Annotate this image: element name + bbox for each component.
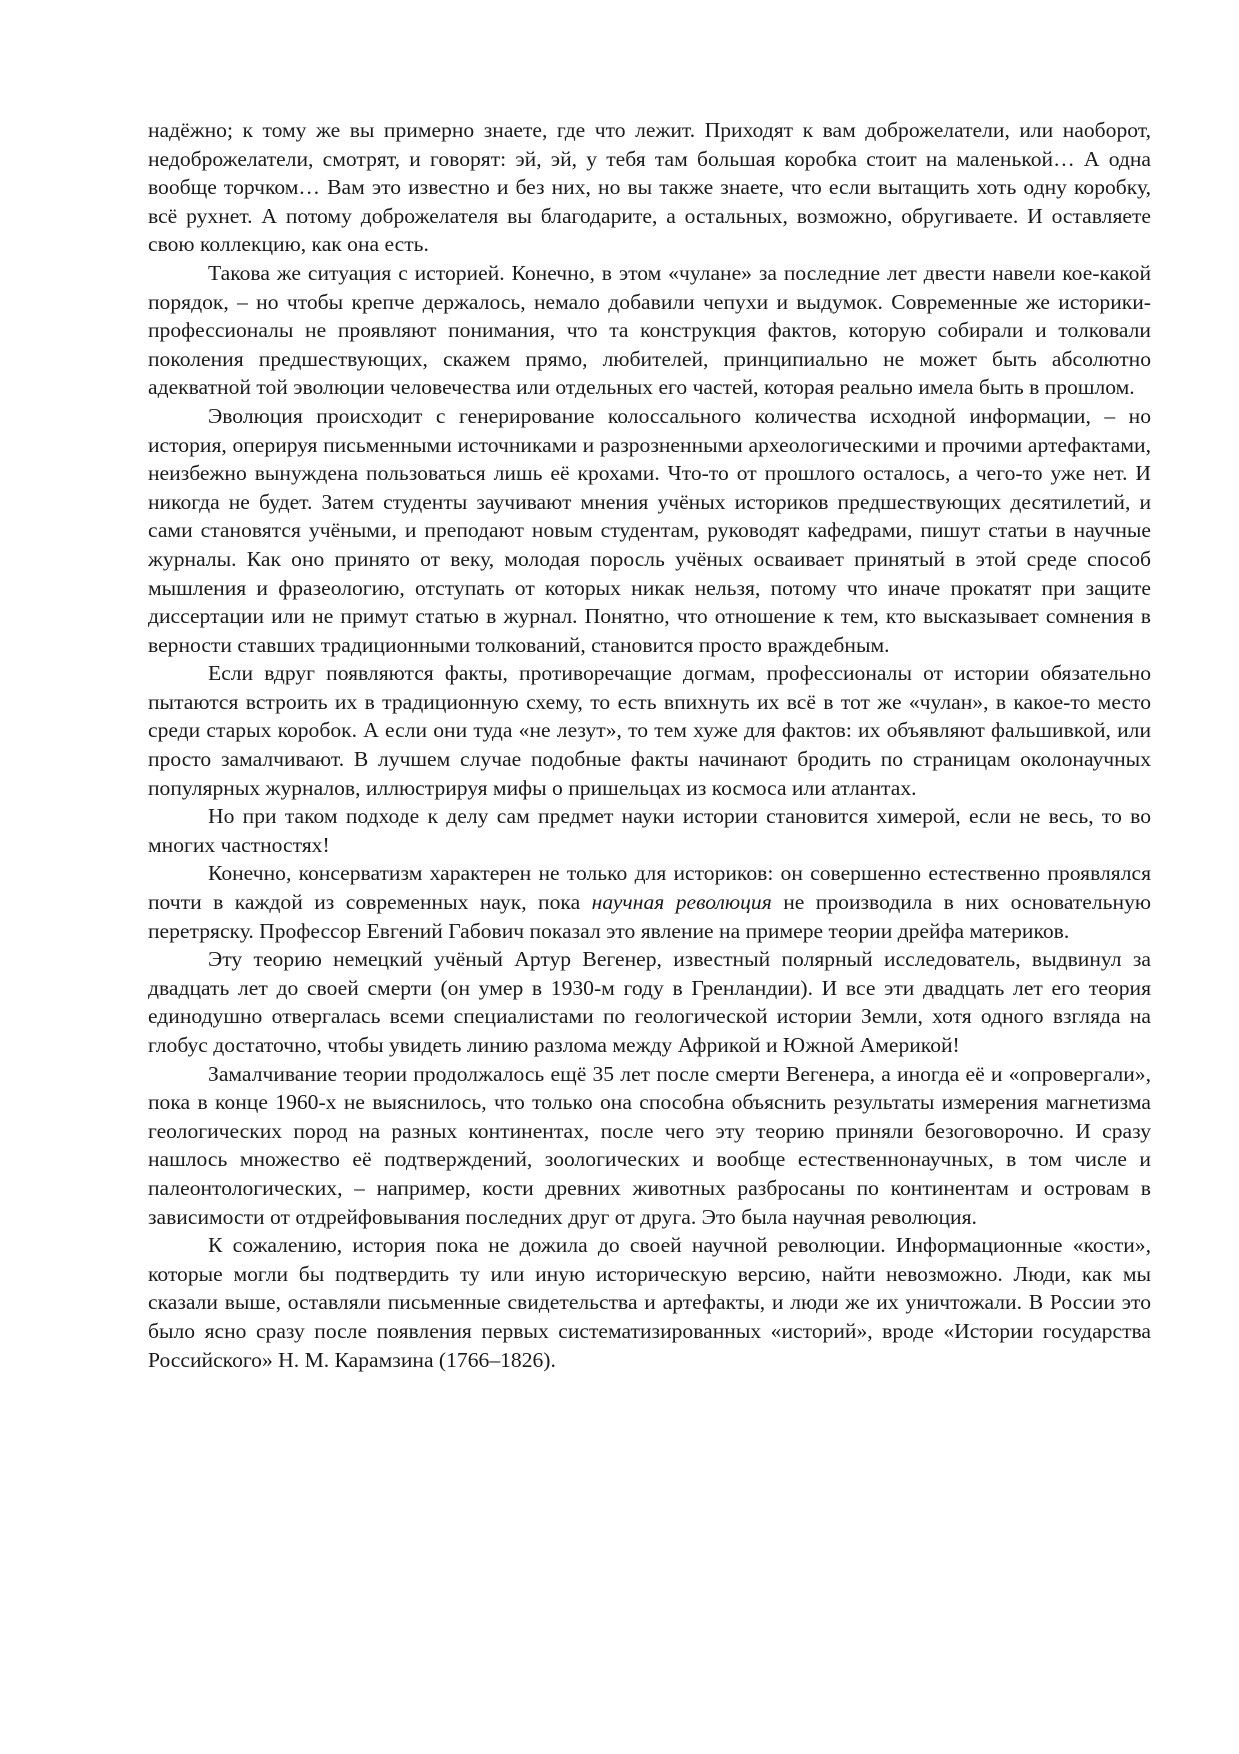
paragraph-6-text-after: не производила в них основательную перетряску. Профессор Евгений Габович показал это явление на примере теории дрейфа материков. xyxy=(148,890,1151,943)
paragraph-6-text-before: Конечно, консерватизм характерен не только для историков: он совершенно естественно проявлялся почти в каждой из современных наук, пока xyxy=(148,861,1151,915)
paragraph-8: Замалчивание теории продолжалось ещё 35 лет после смерти Вегенера, а иногда её и «опровергали», пока в конце 1960-х не выяснилось, что только она способна объяснить результаты измерения магнетизма геологических пород на разных континентах, после чего эту теорию приняли безоговорочно. И сразу нашлось множество её подтверждений, зоологических и вообще естественнонаучных, в том числе и палеонтологических, – например, кости древних животных разбросаны по континентам и островам в зависимости от отдрейфовывания последних друг от друга. Это была научная революция. xyxy=(148,1061,1151,1229)
paragraph-7: Эту теорию немецкий учёный Артур Вегенер, известный полярный исследователь, выдвинул за двадцать лет до своей смерти (он умер в 1930-м году в Гренландии). И все эти двадцать лет его теория единодушно отвергалась всеми специалистами по геологической истории Земли, хотя одного взгляда на глобус достаточно, чтобы увидеть линию разлома между Африкой и Южной Америкой! xyxy=(148,947,1151,1057)
document-page xyxy=(148,116,1151,1374)
paragraph-6-italic-term: научная революция xyxy=(591,890,772,915)
paragraph-5: Но при таком подходе к делу сам предмет науки истории становится химерой, если не весь, то во многих частностях! xyxy=(148,804,1151,857)
paragraph-9: К сожалению, история пока не дожила до своей научной революции. Информационные «кости», которые могли бы подтвердить ту или иную историческую версию, найти невозможно. Люди, как мы сказали выше, оставляли письменные свидетельства и артефакты, и люди же их уничтожали. В России это было ясно сразу после появления первых систематизированных «историй», вроде «Истории государства Российского» Н. М. Карамзина (1766–1826). xyxy=(148,1233,1151,1372)
paragraph-3: Эволюция происходит с генерирование колоссального количества исходной информации, – но история, оперируя письменными источниками и разрозненными археологическими и прочими артефактами, неизбежно вынуждена пользоваться лишь её крохами. Что-то от прошлого осталось, а чего-то уже нет. И никогда не будет. Затем студенты заучивают мнения учёных историков предшествующих десятилетий, и сами становятся учёными, и преподают новым студентам, руководят кафедрами, пишут статьи в научные журналы. Как оно принято от веку, молодая поросль учёных осваивает принятый в этой среде способ мышления и фразеологию, отступать от которых никак нельзя, потому что иначе прокатят при защите диссертации или не примут статью в журнал. Понятно, что отношение к тем, кто высказывает сомнения в верности ставших традиционными толкований, становится просто враждебным. xyxy=(148,403,1151,657)
paragraph-2: Такова же ситуация с историей. Конечно, в этом «чулане» за последние лет двести навели кое-какой порядок, – но чтобы крепче держалось, немало добавили чепухи и выдумок. Современные же историки-профессионалы не проявляют понимания, что та конструкция фактов, которую собирали и толковали поколения предшествующих, скажем прямо, любителей, принципиально не может быть абсолютно адекватной той эволюции человечества или отдельных его частей, которая реально имела быть в прошлом. xyxy=(148,260,1151,400)
paragraph-6 xyxy=(148,859,1151,945)
paragraph-1: надёжно; к тому же вы примерно знаете, где что лежит. Приходят к вам доброжелатели, или наоборот, недоброжелатели, смотрят, и говорят: эй, эй, у тебя там большая коробка стоит на маленькой… А одна вообще торчком… Вам это известно и без них, но вы также знаете, что если вытащить хоть одну коробку, всё рухнет. А потому доброжелателя вы благодарите, а остальных, возможно, обругиваете. И оставляете свою коллекцию, как она есть. xyxy=(148,118,1151,257)
paragraph-4: Если вдруг появляются факты, противоречащие догмам, профессионалы от истории обязательно пытаются встроить их в традиционную схему, то есть впихнуть их всё в тот же «чулан», в какое-то место среди старых коробок. А если они туда «не лезут», то тем хуже для фактов: их объявляют фальшивкой, или просто замалчивают. В лучшем случае подобные факты начинают бродить по страницам околонаучных популярных журналов, иллюстрируя мифы о пришельцах из космоса или атлантах. xyxy=(148,661,1151,800)
